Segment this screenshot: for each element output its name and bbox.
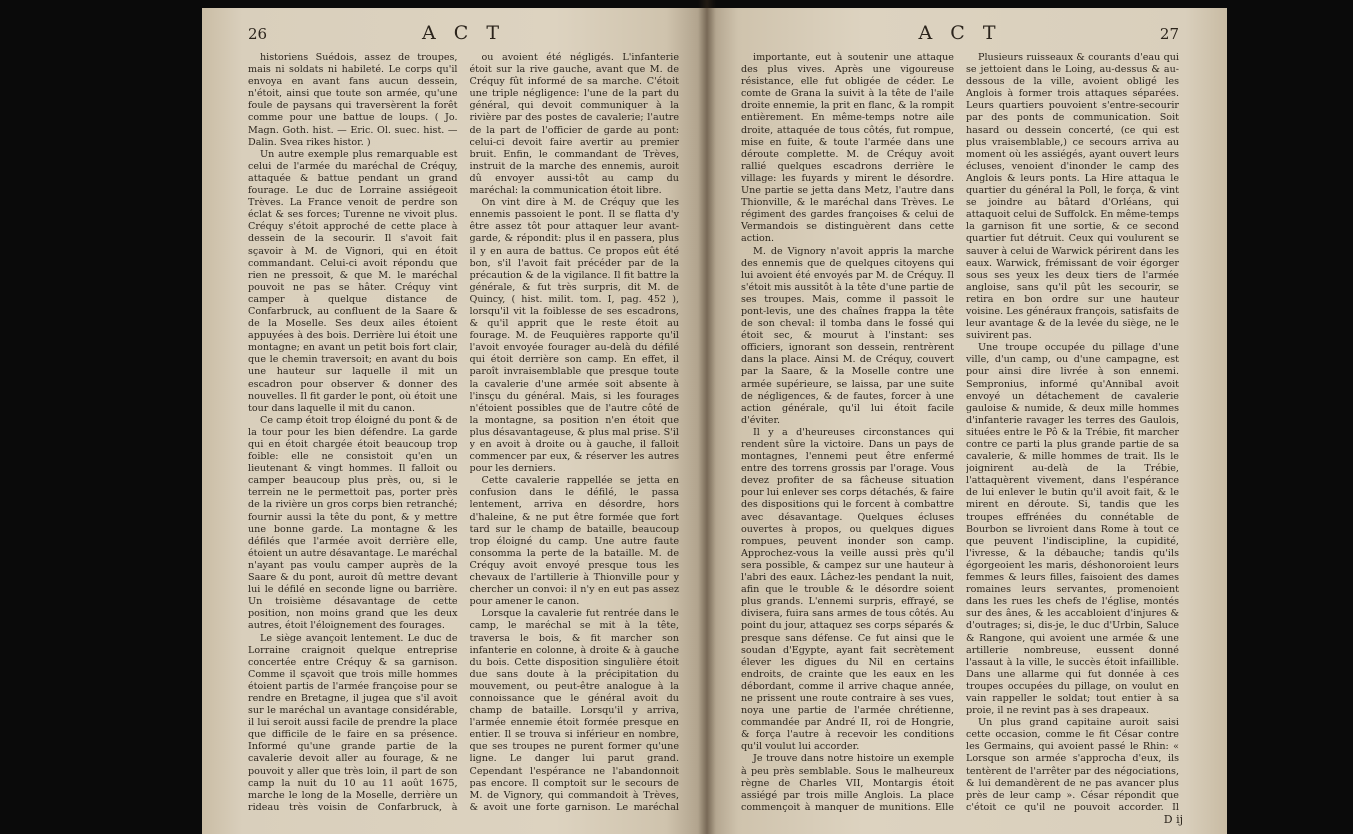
paragraph: Il y a d'heureuses circonstances qui rendent sûre la victoire. Dans un pays de montagnes, l'ennemi peut être enfermé entre des torrens grossis par l'orage. Vous devez profiter de sa fâcheuse situation pour lui enlever ses corps détachés, & faire des dispositions qui le forcent à combattre avec désavantage. Quelques écluses ouvertes à propos, ou quelques digues rompues, peuvent inonder son camp. Approchez-vous la veille aussi près qu'il sera possible, & campez sur une hauteur à l'abri des eaux. Lâchez-les pendant la nuit, afin que le trouble & le désordre soient plus grands. L'ennemi surpris, effrayé, se divisera, fuira sans armes de tous côtés. Au point du jour, attaquez ses corps séparés & presque sans défense. Ce fut ainsi que le soudan d'Egypte, ayant fait secrètement élever les digues du Nil en certains endroits, de crainte que les eaux en les débordant, comme il arrive chaque année, ne prissent une route contraire à ses vues, noya une partie de l'armée chrétienne, commandée par André II, roi de Hongrie, & força l'autre à recevoir les conditions qu'il voulut lui accorder.: [741, 426, 954, 753]
paragraph: Une troupe occupée du pillage d'une ville, d'un camp, ou d'une campagne, est pour ainsi dire livrée à son ennemi. Sempronius, informé qu'Annibal avoit envoyé un détachement de cavalerie gauloise & numide, & deux mille hommes d'infanterie ravager les terres des Gaulois, situées entre le Pô & la Trébie, fit marcher contre ce parti la plus grande partie de sa cavalerie, & mille hommes de trait. Ils le joignirent au-delà de la Trébie, l'attaquèrent vivement, dans l'espérance de lui enlever le butin qu'il avoit fait, & le mirent en déroute. Si, tandis que les troupes effrénées du connétable de Bourbon se livroient dans Rome à tout ce que peuvent l'indiscipline, la cupidité, l'ivresse, & la débauche; tandis qu'ils égorgeoient les maris, déshonoroient leurs femmes & leurs filles, faisoient des dames romaines leurs servantes, promenoient dans les rues les chefs de l'église, montés sur des ânes, & les accabloient d'injures & d'outrages; si, dis-je, le duc d'Urbin, Saluce & Rangone, qui avoient une armée & une artillerie nombreuse, eussent donné l'assaut à la ville, le succès étoit infaillible. Dans une allarme qui fut donnée à ces troupes occupées du pillage, on voulut en vain rappeller le soldat; tout entier à sa proie, il ne revint pas à ses drapeaux.: [966, 342, 1179, 717]
running-head: A C T: [421, 22, 505, 44]
paragraph: Cette cavalerie rappellée se jetta en confusion dans le défilé, le passa lentement, arriva en désordre, hors d'haleine, & ne put être formée que fort tard sur le champ de bataille, beaucoup trop éloigné du camp. Une autre faute consomma la perte de la bataille. M. de Créquy avoit envoyé presque tous les chevaux de l'artillerie à Thionville pour y chercher un convoi: il n'y en eut pas assez pour amener le canon.: [469, 475, 679, 608]
text-columns: [248, 52, 679, 812]
right-page: [707, 8, 1227, 834]
text-columns: [741, 52, 1179, 812]
running-head: A C T: [918, 22, 1002, 44]
paragraph: Un plus grand capitaine auroit saisi cette occasion, comme le fit César contre les Germains, qui avoient passé le Rhin: « Lorsque son armée s'approcha d'eux, ils tentèrent de l'arrêter par des négociations, & lui demandèrent de ne pas avancer plus près de leur camp ». César répondit que c'étoit ce qu'il ne pouvoit accorder. Il: [966, 717, 1179, 812]
paragraph: Lorsque la cavalerie fut rentrée dans le camp, le maréchal se mit à la tête, traversa le bois, & fit marcher son infanterie en colonne, à droite & à gauche du bois. Cette disposition singulière étoit due sans doute à la précipitation du mouvement, ou peut-être analogue à la connoissance que le général avoit du champ de bataille. Lorsqu'il y arriva, l'armée ennemie étoit formée presque en entier. Il se trouva si inférieur en nombre, que ses troupes ne purent former qu'une ligne. Le danger lui parut grand. Cependant l'espérance ne l'abandonnoit pas encore. Il comptoit sur le secours de M. de Vignory, qui commandoit à Trèves, & avoit une forte garnison. Le maréchal: [469, 608, 679, 812]
text-column-left: [741, 52, 954, 812]
right-page-header: [741, 22, 1179, 50]
paragraph: historiens Suédois, assez de troupes, mais ni soldats ni habileté. Le corps qu'il envoya en avant fans aucun dessein, n'étoit, ainsi que toute son armée, qu'une foule de paysans qui traversèrent la forêt comme pour une battue de loups. ( Jo. Magn. Goth. hist. — Eric. Ol. suec. hist. — Dalin. Svea rikes histor. ): [248, 52, 458, 148]
left-page-header: [248, 22, 679, 50]
signature-mark: D ij: [1163, 813, 1183, 826]
paragraph: Un autre exemple plus remarquable est celui de l'armée du maréchal de Créquy, attaquée & battue pendant un grand fourage. Le duc de Lorraine assiégeoit Trèves. La France venoit de perdre son éclat & ses forces; Turenne ne vivoit plus. Créquy s'étoit approché de cette place à dessein de la secourir. Il s'avoit fait sçavoir à M. de Vignori, qui en étoit commandant. Celui-ci avoit répondu que rien ne pressoit, & que M. le maréchal pouvoit ne pas se hâter. Créquy vint camper à quelque distance de Confarbruck, au confluent de la Saare & de la Moselle. Ses deux ailes étoient appuyées à des bois. Derrière lui étoit une montagne; en avant un petit bois fort clair, que le chemin traversoit; en avant du bois une hauteur sur laquelle il mit un escadron pour observer & donner des nouvelles. Il fit garder le pont, où étoit une tour dans laquelle il mit du canon.: [248, 148, 458, 414]
page-number: 26: [248, 25, 268, 43]
paragraph: Je trouve dans notre histoire un exemple à peu près semblable. Sous le malheureux règne de Charles VII, Montargis étoit assiégé par trois mille Anglois. La place commençoit à manquer de munitions. Elle: [741, 753, 954, 812]
paragraph: On vint dire à M. de Créquy que les ennemis passoient le pont. Il se flatta d'y être assez tôt pour attaquer leur avant-garde, & répondit: plus il en passera, plus il y en aura de battus. Ce propos eût été bon, s'il l'avoit fait précéder par de la précaution & de la vigilance. Il fit battre la générale, & fut très surpris, dit M. de Quincy, ( hist. milit. tom. I, pag. 452 ), lorsqu'il vit la foiblesse de ses escadrons, & qu'il apprit que le reste étoit au fourage. M. de Feuquières rapporte qu'il l'avoit envoyée fourager au-delà du défilé qui étoit derrière son camp. En effet, il paroît invraisemblable que presque toute la cavalerie d'une armée soit absente à l'insçu du général. Mais, si les fourages n'étoient possibles que de l'autre côté de la montagne, sa position n'en étoit que plus désavantageuse, & plus mal prise. S'il y en avoit à droite ou à gauche, il falloit commencer par eux, & réserver les autres pour les derniers.: [469, 197, 679, 475]
paragraph: M. de Vignory n'avoit appris la marche des ennemis que de quelques citoyens qui lui avoient été envoyés par M. de Créquy. Il s'étoit mis aussitôt à la tête d'une partie de ses troupes. Mais, comme il passoit le pont-levis, une des chaînes frappa la tête de son cheval: il tomba dans le fossé qui étoit sec, & mourut à l'instant: ses officiers, ignorant son dessein, rentrèrent dans la place. Ainsi M. de Créquy, couvert par la Saare, & la Moselle contre une armée supérieure, se laissa, par une suite de négligences, & de fautes, forcer à une action générale, qu'il lui étoit facile d'éviter.: [741, 245, 954, 426]
paragraph: Le siège avançoit lentement. Le duc de Lorraine craignoit quelque entreprise concertée entre Créquy & sa garnison. Comme il sçavoit que trois mille hommes étoient partis de l'armée françoise pour se rendre en Bretagne, il jugea que s'il avoit sur le maréchal un avantage considérable, il lui seroit aussi facile de prendre la place que difficile de le faire en sa présence. Informé qu'une grande partie de la cavalerie devoit aller au fourage, & ne pouvoit y aller que très loin, il part de son camp la nuit du 10 au 11 août 1675, marche le long de la Moselle, derrière un rideau très voisin de Confarbruck, à: [248, 632, 458, 812]
text-column-right: [470, 52, 680, 812]
left-page: [202, 8, 707, 834]
paragraph: Plusieurs ruisseaux & courants d'eau qui se jettoient dans le Loing, au-dessus & au-dessous de la ville, avoient obligé les Anglois à former trois attaques séparées. Leurs quartiers pouvoient s'entre-secourir par des ponts de communication. Soit hasard ou dessein concerté, (ce qui est plus vraisemblable,) ce secours arriva au moment où les assiégés, ayant ouvert leurs écluses, venoient d'inonder le camp des Anglois & leurs ponts. La Hire attaqua le quartier du général la Poll, le força, & vint se joindre au bâtard d'Orléans, qui attaquoit celui de Suffolck. En même-temps la garnison fit une sortie, & ce second quartier fut détruit. Ceux qui voulurent se sauver à celui de Warwick périrent dans les eaux. Warwick, frémissant de voir égorger sous ses yeux les deux tiers de l'armée angloise, sans qu'il pût les secourir, se retira en bon ordre sur une hauteur voisine. Les généraux françois, satisfaits de leur avantage & de la levée du siège, ne le suivirent pas.: [966, 52, 1179, 342]
text-column-left: [248, 52, 458, 812]
page-number: 27: [1159, 25, 1179, 43]
paragraph: ou avoient été négligés. L'infanterie étoit sur la rive gauche, avant que M. de Créquy fût informé de sa marche. C'étoit une triple négligence: l'une de la part du général, qui devoit communiquer à la rivière par des postes de cavalerie; l'autre de la part de l'officier de garde au pont: celui-ci devoit faire avertir au premier bruit. Enfin, le commandant de Trèves, instruit de la marche des ennemis, auroit dû envoyer aussi-tôt au camp du maréchal: la communication étoit libre.: [469, 52, 679, 197]
text-column-right: [966, 52, 1179, 812]
open-book: [150, 0, 1220, 834]
paragraph: importante, eut à soutenir une attaque des plus vives. Après une vigoureuse résistance, elle fut obligée de céder. Le comte de Grana la suivit à la tête de l'aile droite ennemie, la prit en flanc, & la rompit entièrement. En même-temps notre aile droite, attaquée de tous côtés, fut rompue, mise en fuite, & toute l'armée dans une déroute complette. M. de Créquy avoit rallié quelques escadrons derrière le village: les fuyards y mirent le désordre. Une partie se jetta dans Metz, l'autre dans Thionville, & le maréchal dans Trèves. Le régiment des gardes françoises & celui de Vermandois se distinguèrent dans cette action.: [741, 52, 954, 245]
paragraph: Ce camp étoit trop éloigné du pont & de la tour pour les bien défendre. La garde qui en étoit chargée étoit beaucoup trop foible: elle ne consistoit qu'en un lieutenant & vingt hommes. Il falloit ou camper beaucoup plus près, ou, si le terrein ne le permettoit pas, porter près de la rivière un gros corps bien retranché; fournir aussi la tête du pont, & y mettre une bonne garde. La montagne & les défilés que l'armée avoit derrière elle, étoient un autre désavantage. Le maréchal n'ayant pas voulu camper auprès de la Saare & du pont, auroit dû mettre devant lui le défilé en seconde ligne ou barrière. Un troisième désavantage de cette position, non moins grand que les deux autres, étoit l'éloignement des fourages.: [248, 414, 458, 632]
